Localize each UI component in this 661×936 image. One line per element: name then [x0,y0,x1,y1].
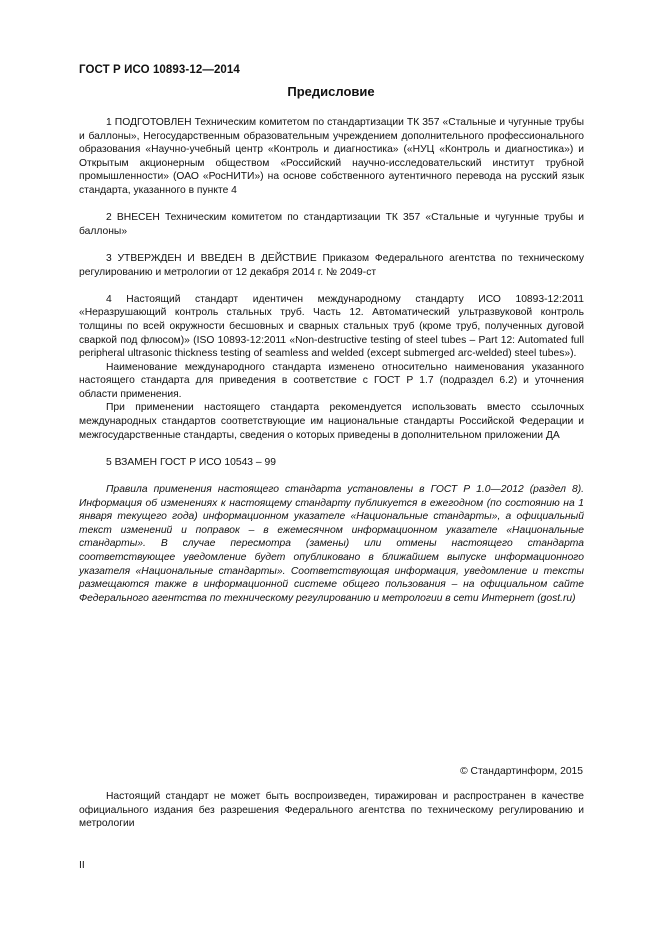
reproduction-notice: Настоящий стандарт не может быть воспроизведен, тиражирован и распространен в качестве официального издания без разрешения Федерального агентства по техническому регулированию и метрологии [79,791,584,830]
paragraph-name-changed: Наименование международного стандарта изменено относительно наименования указанного настоящего стандарта для приведения в соответствие с ГОСТ Р 1.7 (подраздел 6.2) и уточнения области применения. [79,361,584,400]
copyright-line: © Стандартинформ, 2015 [460,766,583,777]
paragraph-approved: 3 УТВЕРЖДЕН И ВВЕДЕН В ДЕЙСТВИЕ Приказом Федерального агентства по техническому регулированию и метрологии от 12 декабря 2014 г. № 2049-ст [79,252,584,278]
paragraph-application-rules: Правила применения настоящего стандарта установлены в ГОСТ Р 1.0—2012 (раздел 8). Информация об изменениях к настоящему стандарту публикуется в ежегодном (по состоянию на 1 января текущего года) информационном указателе «Национальные стандарты», а официальный текст изменений и поправок – в ежемесячном информационном указателе «Национальные стандарты». В случае пересмотра (замены) или отмены настоящего стандарта соответствующее уведомление будет опубликовано в ближайшем выпуске информационного указателя «Национальные стандарты». Соответствующая информация, уведомление и тексты размещаются также в информационной системе общего пользования – на официальном сайте Федерального агентства по техническому регулированию и метрологии в сети Интернет (gost.ru) [79,484,584,604]
paragraph-introduced: 2 ВНЕСЕН Техническим комитетом по стандартизации ТК 357 «Стальные и чугунные трубы и баллоны» [79,212,584,237]
paragraph-prepared: 1 ПОДГОТОВЛЕН Техническим комитетом по стандартизации ТК 357 «Стальные и чугунные трубы и баллоны», Негосударственным образовательным учреждением дополнительного профессионального образования «Научно-учебный центр «Контроль и диагностика» («НУЦ «Контроль и диагностика») и Открытым акционерным обществом «Российский научно-исследовательский институт трубной промышленности» (ОАО «РосНИТИ») на основе собственного аутентичного перевода на русский язык стандарта, указанного в пункте 4 [79,117,584,196]
page-title: Предисловие [287,84,375,99]
foreword-body [79,116,584,605]
paragraph-references: При применении настоящего стандарта рекомендуется использовать вместо ссылочных международных стандартов соответствующие им национальные стандарты Российской Федерации и межгосударственные стандарты, сведения о которых приведены в дополнительном приложении ДА [79,402,584,441]
paragraph-identical-standard: 4 Настоящий стандарт идентичен международному стандарту ИСО 10893-12:2011 «Неразрушающий контроль стальных труб. Часть 12. Автоматический ультразвуковой контроль толщины по всей окружности бесшовных и сварных стальных труб (кроме труб, полученных дуговой сваркой под флюсом)» (ISO 10893-12:2011 «Non-destructive testing of steel tubes – Part 12: Automated full peripheral ultrasonic thickness testing of seamless and welded (except submerged arc-welded) steel tubes»). [79,293,584,360]
paragraph-replaces: 5 ВЗАМЕН ГОСТ Р ИСО 10543 – 99 [106,456,276,468]
document-code-header: ГОСТ Р ИСО 10893-12—2014 [79,64,240,76]
page-number: II [79,860,85,871]
